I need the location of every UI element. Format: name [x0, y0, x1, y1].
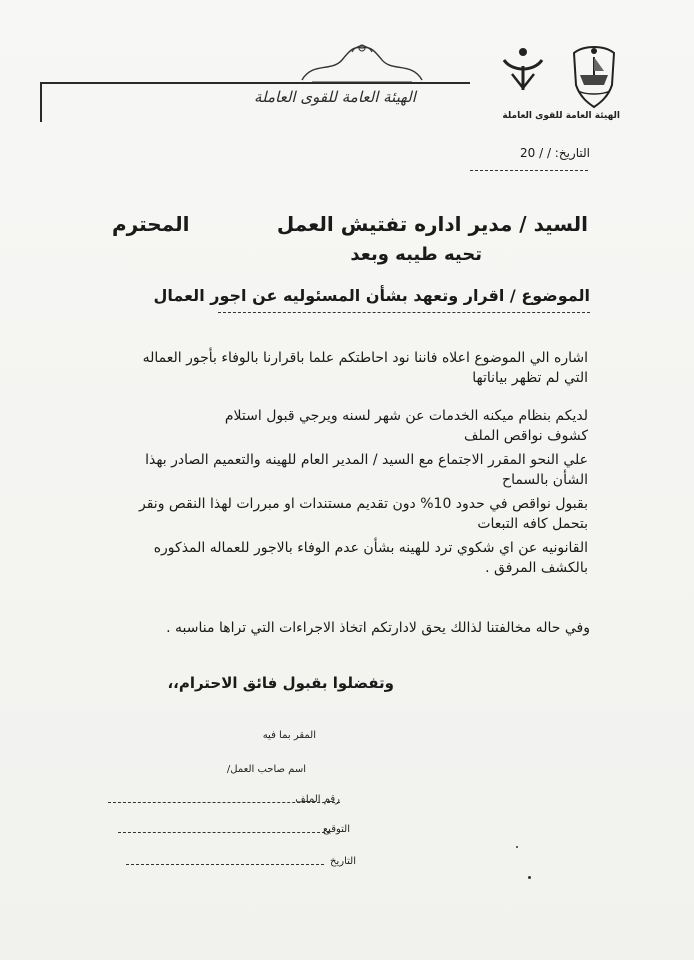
scan-speck [528, 876, 531, 879]
date-underline [470, 170, 588, 171]
employer-name-label: اسم صاحب العمل/ [226, 764, 306, 775]
body-line: بقبول نواقص في حدود 10% دون تقديم مستندات او مبررات لهذا النقص ونقر [138, 496, 588, 512]
subject-underline [218, 312, 590, 313]
letterhead-rule-left [40, 82, 42, 122]
file-number-label: رقم الملف [295, 794, 340, 805]
date-field: التاريخ: / / 20 [519, 146, 590, 160]
closing-statement: وفي حاله مخالفتنا لذالك يحق لادارتكم اتخاذ الاجراءات التي تراها مناسبه . [166, 620, 590, 636]
body-line: التي لم تظهر بياناتها [472, 370, 588, 386]
kuwait-emblem-icon [566, 45, 622, 115]
file-number-line [108, 802, 340, 803]
acknowledged-label: المقر بما فيه [262, 730, 316, 741]
date-signature-line [126, 864, 324, 865]
body-line: كشوف نواقص الملف [463, 428, 588, 444]
addressee: السيد / مدير اداره تفتيش العمل [276, 212, 588, 236]
body-line: القانونيه عن اي شكوي ترد للهينه بشأن عدم الوفاء بالاجور للعماله المذكوره [153, 540, 588, 556]
org-name-caption: الهيئة العامة للقوى العاملة [502, 111, 620, 121]
body-line: اشاره الي الموضوع اعلاه فاننا نود احاطتكم علما باقرارنا بالوفاء بأجور العماله [142, 350, 588, 366]
signature-line [118, 832, 330, 833]
body-line: بتحمل كافه التبعات [477, 516, 588, 532]
letterhead-rule [40, 82, 470, 84]
body-line: علي النحو المقرر الاجتماع مع السيد / المدير العام للهينه والتعميم الصادر بهذا [145, 452, 588, 468]
pai-logo-icon [498, 44, 548, 96]
greeting: تحيه طيبه وبعد [350, 244, 482, 265]
date-label: التاريخ [330, 856, 356, 867]
honorific: المحترم [112, 212, 190, 236]
regards: وتفضلوا بقبول فائق الاحترام،، [167, 674, 394, 692]
body-line: لديكم بنظام ميكنه الخدمات عن شهر لسنه ويرجي قبول استلام [224, 408, 588, 424]
body-line: بالكشف المرفق . [485, 560, 588, 576]
signature-label: التوقيع [322, 824, 350, 835]
scan-speck [516, 846, 518, 848]
org-name-calligraphy: الهيئة العامة للقوى العاملة [254, 88, 416, 106]
subject-line: الموضوع / اقرار وتعهد بشأن المسئوليه عن اجور العمال [153, 286, 590, 305]
body-line: الشأن بالسماح [502, 472, 588, 488]
ornament-icon [292, 42, 432, 86]
